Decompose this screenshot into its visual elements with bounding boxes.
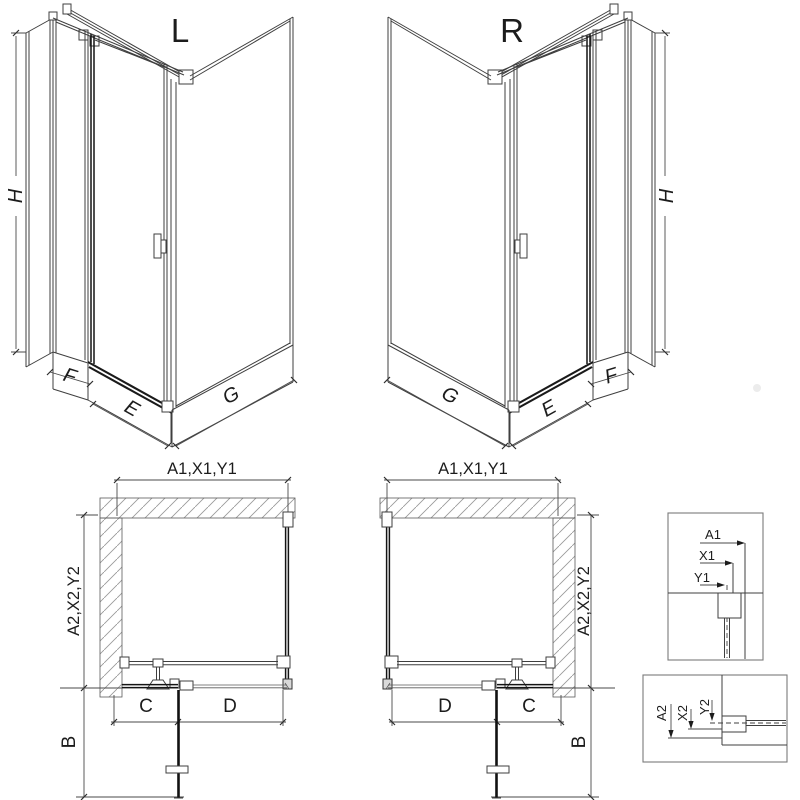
detail-y2-label: Y2 (697, 699, 712, 715)
plan-l-depth-dim: A2,X2,Y2 (65, 566, 83, 636)
dim-label-f-r: F (602, 363, 621, 389)
wall-hatch-left-l (100, 518, 122, 697)
detail-y1-label: Y1 (694, 570, 710, 585)
detail-a2-label: A2 (654, 705, 669, 721)
iso-view-l (5, 12, 243, 422)
plan-l-dim-d: D (223, 696, 237, 717)
dim-label-g-l: G (219, 382, 244, 410)
plan-l-dim-b: B (59, 735, 80, 749)
plan-r-depth-dim: A2,X2,Y2 (575, 566, 593, 636)
dim-label-g-r: G (437, 382, 462, 410)
variant-label-l: L (170, 12, 190, 49)
plan-view-r-lines (380, 477, 615, 800)
watermark-dot (753, 384, 761, 392)
plan-l-dim-c: C (139, 696, 153, 717)
wall-hatch-top-l (100, 498, 295, 518)
variant-label-r: R (500, 12, 524, 49)
plan-r-width-dim: A1,X1,Y1 (438, 460, 508, 478)
plan-l-width-dim: A1,X1,Y1 (167, 460, 237, 478)
plan-r-dim-c: C (522, 696, 536, 717)
wall-hatch-right-r (553, 518, 575, 697)
wall-hatch-top-r (380, 498, 575, 518)
detail-x1-label: X1 (699, 548, 715, 563)
iso-view-r-lines (384, 4, 670, 449)
dim-label-e-r: E (537, 395, 561, 422)
dim-label-e-l: E (120, 395, 144, 422)
plan-r-dim-d: D (438, 696, 452, 717)
plan-r-dim-b: B (569, 735, 590, 749)
detail-a1-label: A1 (705, 527, 721, 542)
dim-label-f-l: F (60, 363, 79, 389)
detail-x2-label: X2 (675, 705, 690, 721)
dim-label-h-r: H (656, 188, 678, 204)
detail-box-a1 (668, 513, 763, 660)
dim-label-h-l: H (5, 188, 27, 204)
detail-box-a2 (643, 675, 787, 762)
